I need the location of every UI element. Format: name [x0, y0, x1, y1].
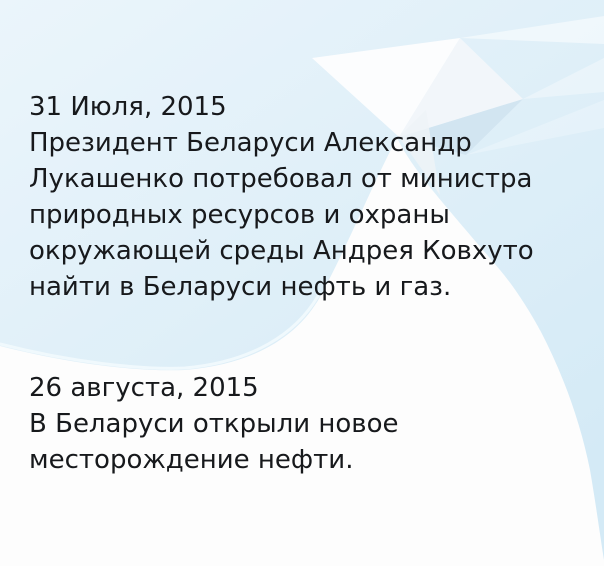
post-date: 26 августа, 2015	[29, 373, 259, 403]
text-line: найти в Беларуси нефть и газ.	[29, 272, 452, 302]
text-line: В Беларуси открыли новое	[29, 409, 399, 439]
text-line: окружающей среды Андрея Ковхуто	[29, 236, 534, 266]
post-block-1	[29, 89, 534, 305]
text-line: Президент Беларуси Александр	[29, 128, 472, 158]
post-date: 31 Июля, 2015	[29, 92, 227, 122]
text-line: Лукашенко потребовал от министра	[29, 164, 533, 194]
text-line: природных ресурсов и охраны	[29, 200, 450, 230]
post-block-2	[29, 370, 399, 478]
text-line: месторождение нефти.	[29, 445, 354, 475]
